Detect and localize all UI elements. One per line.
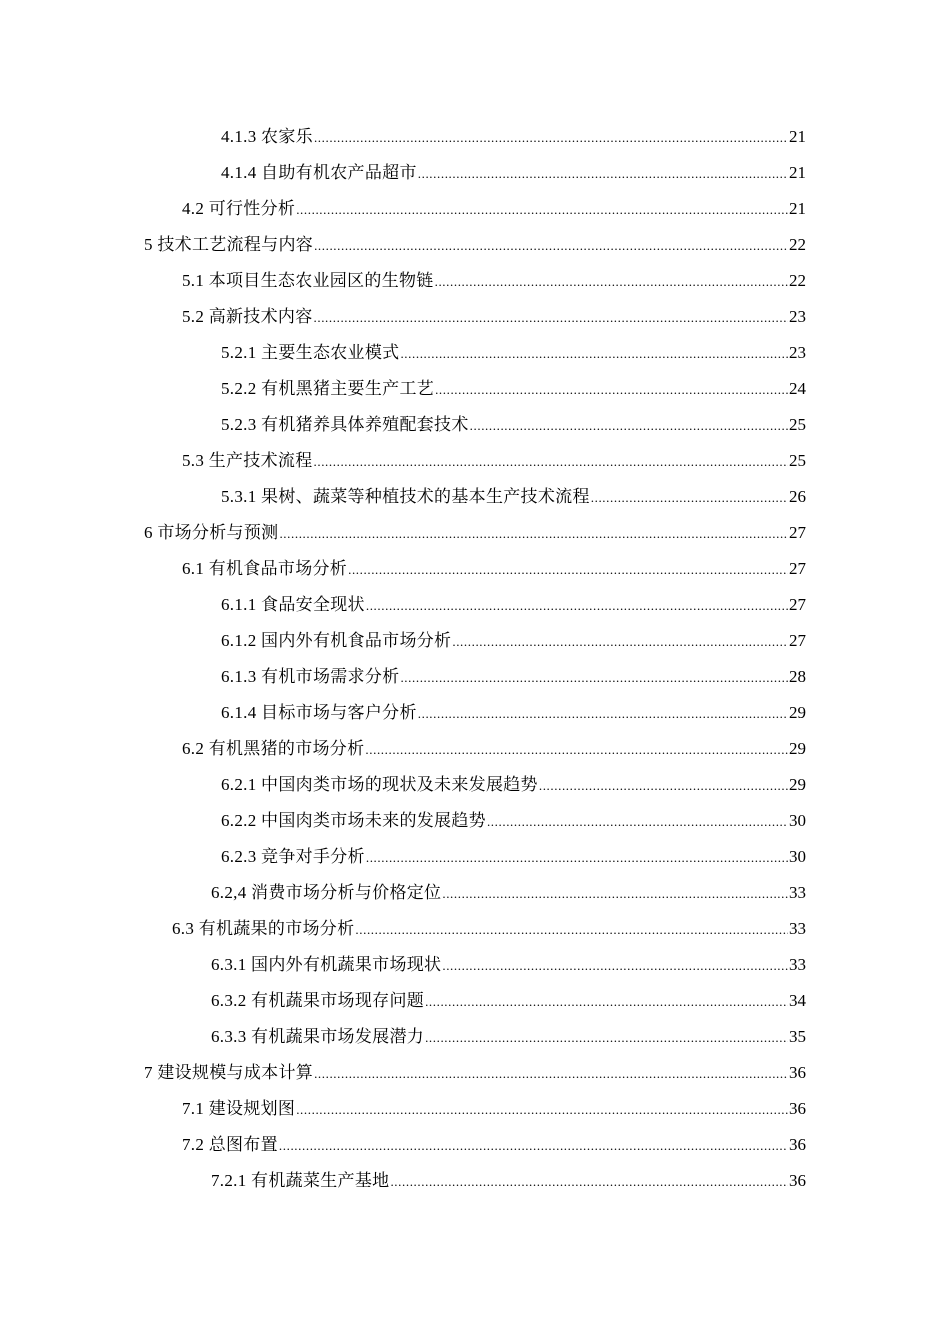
toc-entry-title: 4.1.3 农家乐 (221, 127, 313, 146)
toc-entry-title: 6.1.1 食品安全现状 (221, 595, 365, 614)
toc-entry-page-number: 23 (789, 343, 806, 362)
toc-entry[interactable] (0, 299, 950, 335)
dot-leader (435, 264, 788, 300)
toc-entry[interactable] (0, 119, 950, 155)
toc-entry-title: 6.3.1 国内外有机蔬果市场现状 (211, 955, 442, 974)
toc-entry-title: 4.2 可行性分析 (182, 199, 296, 218)
dot-leader (400, 336, 788, 372)
toc-entry[interactable] (0, 911, 950, 947)
toc-entry-title: 6.2,4 消费市场分析与价格定位 (211, 883, 442, 902)
toc-entry[interactable] (0, 659, 950, 695)
dot-leader (390, 1164, 788, 1200)
toc-entry[interactable] (0, 875, 950, 911)
dot-leader (425, 1020, 788, 1056)
toc-entry[interactable] (0, 407, 950, 443)
toc-entry-page-number: 26 (789, 487, 806, 506)
dot-leader (314, 228, 788, 264)
toc-entry-page-number: 27 (789, 559, 806, 578)
toc-entry-page-number: 27 (789, 595, 806, 614)
toc-entry-page-number: 21 (789, 163, 806, 182)
toc-entry-title: 6.3.2 有机蔬果市场现存问题 (211, 991, 425, 1010)
dot-leader (314, 444, 789, 480)
dot-leader (452, 624, 788, 660)
toc-entry-title: 5 技术工艺流程与内容 (144, 235, 314, 254)
dot-leader (591, 480, 788, 516)
dot-leader (400, 660, 788, 696)
dot-leader (279, 516, 788, 552)
toc-entry-page-number: 21 (789, 199, 806, 218)
toc-entry[interactable] (0, 803, 950, 839)
toc-entry[interactable] (0, 551, 950, 587)
dot-leader (442, 876, 788, 912)
toc-entry[interactable] (0, 767, 950, 803)
dot-leader (435, 372, 788, 408)
toc-entry-page-number: 33 (789, 955, 806, 974)
toc-entry-title: 4.1.4 自助有机农产品超市 (221, 163, 417, 182)
toc-entry[interactable] (0, 1019, 950, 1055)
table-of-contents (0, 119, 950, 1199)
toc-entry-page-number: 29 (789, 703, 806, 722)
toc-entry-title: 6.3 有机蔬果的市场分析 (172, 919, 355, 938)
toc-entry-page-number: 27 (789, 631, 806, 650)
dot-leader (314, 300, 789, 336)
toc-entry[interactable] (0, 479, 950, 515)
toc-entry-title: 5.2.2 有机黑猪主要生产工艺 (221, 379, 435, 398)
toc-entry-page-number: 25 (789, 451, 806, 470)
toc-entry-page-number: 34 (789, 991, 806, 1010)
toc-entry-page-number: 21 (789, 127, 806, 146)
toc-entry[interactable] (0, 371, 950, 407)
toc-entry-title: 5.2.3 有机猪养具体养殖配套技术 (221, 415, 469, 434)
toc-entry[interactable] (0, 1127, 950, 1163)
dot-leader (296, 1092, 788, 1128)
toc-entry[interactable] (0, 227, 950, 263)
toc-entry[interactable] (0, 839, 950, 875)
toc-entry-title: 6.3.3 有机蔬果市场发展潜力 (211, 1027, 425, 1046)
toc-entry-title: 6.1.2 国内外有机食品市场分析 (221, 631, 452, 650)
dot-leader (470, 408, 788, 444)
toc-entry-title: 7.1 建设规划图 (182, 1099, 296, 1118)
toc-entry-title: 6.2.3 竞争对手分析 (221, 847, 365, 866)
toc-entry-page-number: 29 (789, 775, 806, 794)
toc-entry-page-number: 36 (789, 1099, 806, 1118)
dot-leader (418, 696, 788, 732)
toc-entry[interactable] (0, 155, 950, 191)
toc-entry-page-number: 30 (789, 847, 806, 866)
toc-entry[interactable] (0, 1055, 950, 1091)
toc-entry-title: 6.2.2 中国肉类市场未来的发展趋势 (221, 811, 486, 830)
toc-entry-title: 6.1 有机食品市场分析 (182, 559, 348, 578)
toc-entry-title: 6.1.3 有机市场需求分析 (221, 667, 400, 686)
toc-entry[interactable] (0, 695, 950, 731)
toc-entry-title: 7 建设规模与成本计算 (144, 1063, 314, 1082)
toc-entry-page-number: 22 (789, 235, 806, 254)
dot-leader (487, 804, 788, 840)
toc-entry-title: 5.3 生产技术流程 (182, 451, 313, 470)
toc-entry-title: 6.2.1 中国肉类市场的现状及未来发展趋势 (221, 775, 538, 794)
toc-entry-title: 7.2 总图布置 (182, 1135, 278, 1154)
dot-leader (425, 984, 788, 1020)
toc-entry-page-number: 35 (789, 1027, 806, 1046)
toc-entry[interactable] (0, 731, 950, 767)
dot-leader (314, 1056, 788, 1092)
toc-entry-page-number: 27 (789, 523, 806, 542)
toc-entry-title: 7.2.1 有机蔬菜生产基地 (211, 1171, 390, 1190)
toc-entry-page-number: 24 (789, 379, 806, 398)
toc-entry[interactable] (0, 983, 950, 1019)
toc-entry[interactable] (0, 191, 950, 227)
toc-entry-page-number: 22 (789, 271, 806, 290)
dot-leader (418, 156, 788, 192)
toc-entry-page-number: 36 (789, 1171, 806, 1190)
toc-entry-title: 5.1 本项目生态农业园区的生物链 (182, 271, 434, 290)
toc-entry-title: 5.3.1 果树、蔬菜等种植技术的基本生产技术流程 (221, 487, 590, 506)
toc-entry-page-number: 25 (789, 415, 806, 434)
dot-leader (365, 732, 788, 768)
dot-leader (314, 120, 788, 156)
toc-entry[interactable] (0, 443, 950, 479)
toc-entry-page-number: 30 (789, 811, 806, 830)
dot-leader (366, 840, 788, 876)
toc-entry-title: 6.1.4 目标市场与客户分析 (221, 703, 417, 722)
dot-leader (539, 768, 788, 804)
toc-entry[interactable] (0, 335, 950, 371)
toc-entry-page-number: 29 (789, 739, 806, 758)
toc-entry-title: 6 市场分析与预测 (144, 523, 279, 542)
toc-entry[interactable] (0, 587, 950, 623)
toc-entry[interactable] (0, 1091, 950, 1127)
toc-entry-page-number: 33 (789, 919, 806, 938)
toc-entry-page-number: 36 (789, 1063, 806, 1082)
toc-entry-page-number: 23 (789, 307, 806, 326)
toc-entry-page-number: 33 (789, 883, 806, 902)
dot-leader (348, 552, 788, 588)
toc-entry-title: 5.2 高新技术内容 (182, 307, 313, 326)
toc-entry-title: 5.2.1 主要生态农业模式 (221, 343, 400, 362)
toc-entry-page-number: 28 (789, 667, 806, 686)
dot-leader (366, 588, 788, 624)
toc-entry[interactable] (0, 947, 950, 983)
dot-leader (355, 912, 788, 948)
toc-entry[interactable] (0, 623, 950, 659)
toc-entry-title: 6.2 有机黑猪的市场分析 (182, 739, 365, 758)
toc-entry-page-number: 36 (789, 1135, 806, 1154)
toc-entry[interactable] (0, 1163, 950, 1199)
toc-entry[interactable] (0, 515, 950, 551)
dot-leader (442, 948, 788, 984)
dot-leader (296, 192, 788, 228)
dot-leader (279, 1128, 788, 1164)
toc-entry[interactable] (0, 263, 950, 299)
